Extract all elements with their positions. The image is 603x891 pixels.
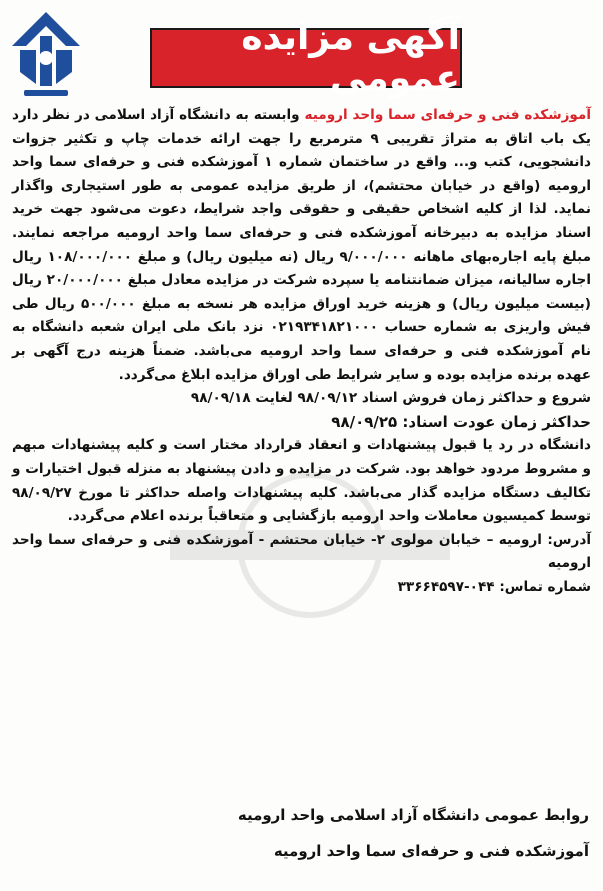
page-title: آگهی مزایده عمومی bbox=[150, 28, 462, 88]
announcement-paragraph-1 bbox=[12, 104, 591, 387]
phone-number: ۰۴۴-۳۳۶۶۴۵۹۷ bbox=[397, 578, 500, 595]
university-logo-icon bbox=[6, 6, 86, 106]
contact-phone bbox=[12, 576, 591, 600]
address bbox=[12, 529, 591, 576]
signature-line-1: روابط عمومی دانشگاه آزاد اسلامی واحد ارومیه bbox=[237, 806, 589, 824]
signature-line-2: آموزشکده فنی و حرفه‌ای سما واحد ارومیه bbox=[273, 842, 589, 860]
address-text: ارومیه – خیابان مولوی ۲- خیابان محتشم - آموزشکده فنی و حرفه‌ای سما واحد ارومیه bbox=[12, 531, 591, 572]
announcement-paragraph-2: دانشگاه در رد یا قبول پیشنهادات و انعقاد قرارداد مختار است و کلیه پیشنهادات مبهم و مشروط مردود خواهد بود. شرکت در مزایده و دادن پیشنهاد به منزله قبول اختیارات و تکالیف دستگاه مزایده گذار می‌باشد. کلیه پیشنهادات واصله حداکثر تا مورخ ۹۸/۰۹/۲۷ توسط کمیسیون معاملات واحد ارومیه بازگشایی و متعاقباً برنده اعلام می‌گردد. bbox=[12, 437, 591, 525]
announcement-body bbox=[12, 104, 591, 599]
announcement-details: وابسته به دانشگاه آزاد اسلامی در نظر دارد یک باب اتاق به متراژ تقریبی ۹ مترمربع را جهت ارائه خدمات چاپ و تکثیر جزوات دانشجویی، کتب و... واقع در ساختمان شماره ۱ آموزشکده فنی و حرفه‌ای سما واحد ارومیه (واقع در خیابان محتشم)، از طریق مزایده عمومی به طور استیجاری واگذار نماید. لذا از کلیه اشخاص حقیقی و حقوقی واجد شرایط، دعوت می‌شود جهت خرید اسناد مزایده به دبیرخانه آموزشکده فنی و حرفه‌ای سما واحد ارومیه مراجعه نمایند. مبلغ پایه اجاره‌بهای ماهانه ۹/۰۰۰/۰۰۰ ریال (نه میلیون ریال) و مبلغ ۱۰۸/۰۰۰/۰۰۰ ریال اجاره سالیانه، میزان ضمانتنامه یا سپرده شرکت در مزایده معادل مبلغ ۲۰/۰۰۰/۰۰۰ ریال (بیست میلیون ریال) و هزینه خرید اوراق مزایده هر نسخه به مبلغ ۵۰۰/۰۰۰ ریال طی فیش واریزی به شماره حساب ۰۲۱۹۳۴۱۸۲۱۰۰۰ نزد بانک ملی ایران شعبه دانشگاه به نام آموزشکده فنی و حرفه‌ای سما واحد ارومیه می‌باشد. ضمناً هزینه درج آگهی بر عهده برنده مزایده بوده و سایر شرایط طی اوراق مزایده ابلاغ می‌گردد. bbox=[12, 107, 591, 383]
address-label: آدرس: bbox=[547, 531, 592, 548]
signature-block bbox=[238, 797, 589, 869]
document-sale-period: شروع و حداکثر زمان فروش اسناد ۹۸/۰۹/۱۲ لغایت ۹۸/۰۹/۱۸ bbox=[190, 390, 591, 407]
document-return-deadline: حداکثر زمان عودت اسناد: ۹۸/۰۹/۲۵ bbox=[331, 412, 591, 431]
organization-name: آموزشکده فنی و حرفه‌ای سما واحد ارومیه bbox=[304, 107, 591, 123]
phone-label: شماره تماس: bbox=[499, 578, 591, 595]
